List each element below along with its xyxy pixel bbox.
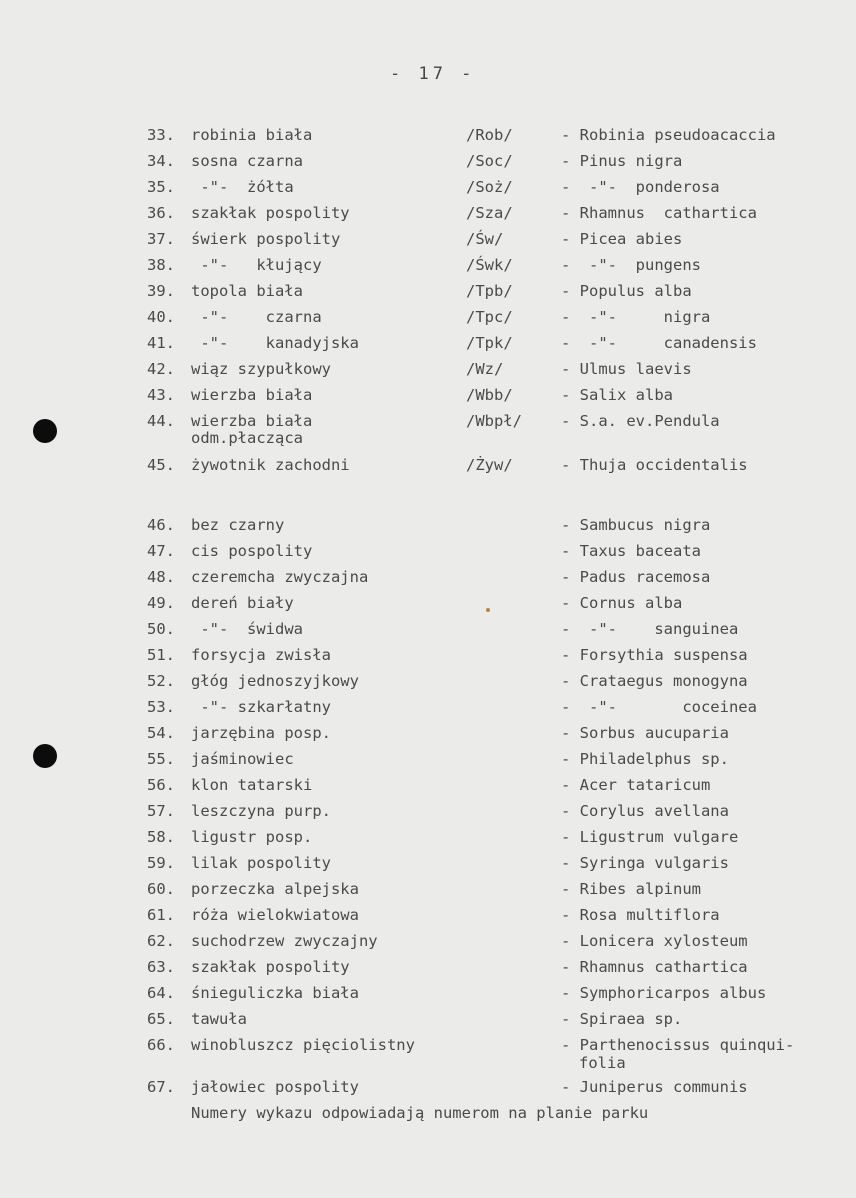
- polish-name: jarzębina posp.: [191, 724, 331, 742]
- list-row: [0, 646, 856, 668]
- latin-name: - Acer tataricum: [561, 776, 711, 794]
- latin-name: - -"- pungens: [561, 256, 701, 274]
- list-row: [0, 880, 856, 902]
- list-row: [0, 698, 856, 720]
- entry-number: 40.: [147, 308, 175, 326]
- latin-name: - Ligustrum vulgare: [561, 828, 739, 846]
- polish-name: topola biała: [191, 282, 303, 300]
- list-row: [0, 152, 856, 174]
- polish-name-continued: odm.płacząca: [191, 429, 303, 447]
- list-row: [0, 854, 856, 876]
- entry-number: 62.: [147, 932, 175, 950]
- list-row: [0, 932, 856, 954]
- entry-number: 33.: [147, 126, 175, 144]
- list-row: [0, 1078, 856, 1100]
- polish-name: róża wielokwiatowa: [191, 906, 359, 924]
- latin-name: - -"- sanguinea: [561, 620, 739, 638]
- list-row: [0, 958, 856, 980]
- abbreviation: /Śwk/: [466, 256, 513, 274]
- polish-name: wierzba biała: [191, 386, 313, 404]
- entry-number: 37.: [147, 230, 175, 248]
- latin-name-continued: folia: [579, 1054, 626, 1072]
- entry-number: 45.: [147, 456, 175, 474]
- latin-name: - Sorbus aucuparia: [561, 724, 729, 742]
- entry-number: 36.: [147, 204, 175, 222]
- abbreviation: /Wz/: [466, 360, 504, 378]
- polish-name: -"- kłujący: [191, 256, 322, 274]
- polish-name: suchodrzew zwyczajny: [191, 932, 378, 950]
- polish-name: leszczyna purp.: [191, 802, 331, 820]
- polish-name: jałowiec pospolity: [191, 1078, 359, 1096]
- latin-name: - S.a. ev.Pendula: [561, 412, 720, 430]
- latin-name: - Ulmus laevis: [561, 360, 692, 378]
- latin-name: - Sambucus nigra: [561, 516, 711, 534]
- polish-name: jaśminowiec: [191, 750, 294, 768]
- entry-number: 50.: [147, 620, 175, 638]
- latin-name: - -"- coceinea: [561, 698, 757, 716]
- list-row: [0, 360, 856, 382]
- list-row: [0, 620, 856, 642]
- polish-name: winobluszcz pięciolistny: [191, 1036, 415, 1054]
- list-row: [0, 456, 856, 478]
- list-row: [0, 282, 856, 304]
- entry-number: 58.: [147, 828, 175, 846]
- list-row: [0, 568, 856, 590]
- polish-name: forsycja zwisła: [191, 646, 331, 664]
- abbreviation: /Soż/: [466, 178, 513, 196]
- polish-name: porzeczka alpejska: [191, 880, 359, 898]
- abbreviation: /Sza/: [466, 204, 513, 222]
- entry-number: 38.: [147, 256, 175, 274]
- latin-name: - Rhamnus cathartica: [561, 204, 757, 222]
- list-row: [0, 126, 856, 148]
- latin-name: - Picea abies: [561, 230, 683, 248]
- latin-name: - Ribes alpinum: [561, 880, 701, 898]
- latin-name: - Rhamnus cathartica: [561, 958, 748, 976]
- entry-number: 39.: [147, 282, 175, 300]
- list-row: [0, 230, 856, 252]
- list-row: [0, 724, 856, 746]
- entry-number: 60.: [147, 880, 175, 898]
- latin-name: - -"- ponderosa: [561, 178, 720, 196]
- entry-number: 64.: [147, 984, 175, 1002]
- entry-number: 54.: [147, 724, 175, 742]
- latin-name: - -"- canadensis: [561, 334, 757, 352]
- entry-number: 49.: [147, 594, 175, 612]
- entry-number: 67.: [147, 1078, 175, 1096]
- entry-number: 53.: [147, 698, 175, 716]
- polish-name: wierzba biała: [191, 412, 313, 430]
- latin-name: - Parthenocissus quinqui-: [561, 1036, 795, 1054]
- latin-name: - Syringa vulgaris: [561, 854, 729, 872]
- entry-number: 56.: [147, 776, 175, 794]
- latin-name: - Cornus alba: [561, 594, 683, 612]
- entry-number: 43.: [147, 386, 175, 404]
- entry-number: 63.: [147, 958, 175, 976]
- latin-name: - Lonicera xylosteum: [561, 932, 748, 950]
- entry-number: 34.: [147, 152, 175, 170]
- polish-name: ligustr posp.: [191, 828, 313, 846]
- abbreviation: /Wbb/: [466, 386, 513, 404]
- latin-name: - Taxus baceata: [561, 542, 701, 560]
- polish-name: -"- kanadyjska: [191, 334, 359, 352]
- list-row: [0, 308, 856, 330]
- entry-number: 46.: [147, 516, 175, 534]
- latin-name: - Pinus nigra: [561, 152, 683, 170]
- list-row: [0, 802, 856, 824]
- list-row: [0, 750, 856, 772]
- latin-name: - Spiraea sp.: [561, 1010, 683, 1028]
- abbreviation: /Tpk/: [466, 334, 513, 352]
- list-row: [0, 204, 856, 226]
- polish-name: głóg jednoszyjkowy: [191, 672, 359, 690]
- list-row: [0, 412, 856, 447]
- polish-name: -"- świdwa: [191, 620, 303, 638]
- latin-name: - Robinia pseudoacaccia: [561, 126, 776, 144]
- polish-name: -"- czarna: [191, 308, 322, 326]
- polish-name: cis pospolity: [191, 542, 313, 560]
- entry-number: 59.: [147, 854, 175, 872]
- latin-name: - Juniperus communis: [561, 1078, 748, 1096]
- abbreviation: /Tpb/: [466, 282, 513, 300]
- entry-number: 47.: [147, 542, 175, 560]
- entry-number: 55.: [147, 750, 175, 768]
- abbreviation: /Św/: [466, 230, 504, 248]
- list-row: [0, 906, 856, 928]
- entry-number: 66.: [147, 1036, 175, 1054]
- entry-number: 51.: [147, 646, 175, 664]
- list-row: [0, 542, 856, 564]
- polish-name: sosna czarna: [191, 152, 303, 170]
- list-row: [0, 516, 856, 538]
- list-row: [0, 386, 856, 408]
- abbreviation: /Wbpł/: [466, 412, 522, 430]
- entry-number: 57.: [147, 802, 175, 820]
- abbreviation: /Tpc/: [466, 308, 513, 326]
- entry-number: 35.: [147, 178, 175, 196]
- latin-name: - Philadelphus sp.: [561, 750, 729, 768]
- latin-name: - Salix alba: [561, 386, 673, 404]
- list-row: [0, 1010, 856, 1032]
- list-row: [0, 594, 856, 616]
- entry-number: 44.: [147, 412, 175, 430]
- abbreviation: /Rob/: [466, 126, 513, 144]
- polish-name: czeremcha zwyczajna: [191, 568, 369, 586]
- entry-number: 65.: [147, 1010, 175, 1028]
- abbreviation: /Żyw/: [466, 456, 513, 474]
- page-number: - 17 -: [390, 64, 476, 84]
- polish-name: tawuła: [191, 1010, 247, 1028]
- footer-note: Numery wykazu odpowiadają numerom na planie parku: [191, 1104, 649, 1122]
- polish-name: -"- żółta: [191, 178, 294, 196]
- latin-name: - Symphoricarpos albus: [561, 984, 767, 1002]
- latin-name: - Corylus avellana: [561, 802, 729, 820]
- polish-name: lilak pospolity: [191, 854, 331, 872]
- list-row: [0, 1036, 856, 1072]
- list-row: [0, 334, 856, 356]
- latin-name: - Padus racemosa: [561, 568, 711, 586]
- latin-name: - Crataegus monogyna: [561, 672, 748, 690]
- latin-name: - Forsythia suspensa: [561, 646, 748, 664]
- latin-name: - Populus alba: [561, 282, 692, 300]
- polish-name: szakłak pospolity: [191, 204, 350, 222]
- entry-number: 41.: [147, 334, 175, 352]
- list-row: [0, 984, 856, 1006]
- list-row: [0, 776, 856, 798]
- list-row: [0, 672, 856, 694]
- polish-name: bez czarny: [191, 516, 285, 534]
- list-row: [0, 256, 856, 278]
- latin-name: - Rosa multiflora: [561, 906, 720, 924]
- entry-number: 42.: [147, 360, 175, 378]
- polish-name: wiąz szypułkowy: [191, 360, 331, 378]
- abbreviation: /Soc/: [466, 152, 513, 170]
- latin-name: - -"- nigra: [561, 308, 711, 326]
- polish-name: robinia biała: [191, 126, 313, 144]
- polish-name: świerk pospolity: [191, 230, 341, 248]
- entry-number: 61.: [147, 906, 175, 924]
- polish-name: klon tatarski: [191, 776, 313, 794]
- polish-name: żywotnik zachodni: [191, 456, 350, 474]
- polish-name: szakłak pospolity: [191, 958, 350, 976]
- list-row: [0, 828, 856, 850]
- list-row: [0, 178, 856, 200]
- polish-name: -"- szkarłatny: [191, 698, 331, 716]
- entry-number: 48.: [147, 568, 175, 586]
- latin-name: - Thuja occidentalis: [561, 456, 748, 474]
- polish-name: dereń biały: [191, 594, 294, 612]
- polish-name: śnieguliczka biała: [191, 984, 359, 1002]
- entry-number: 52.: [147, 672, 175, 690]
